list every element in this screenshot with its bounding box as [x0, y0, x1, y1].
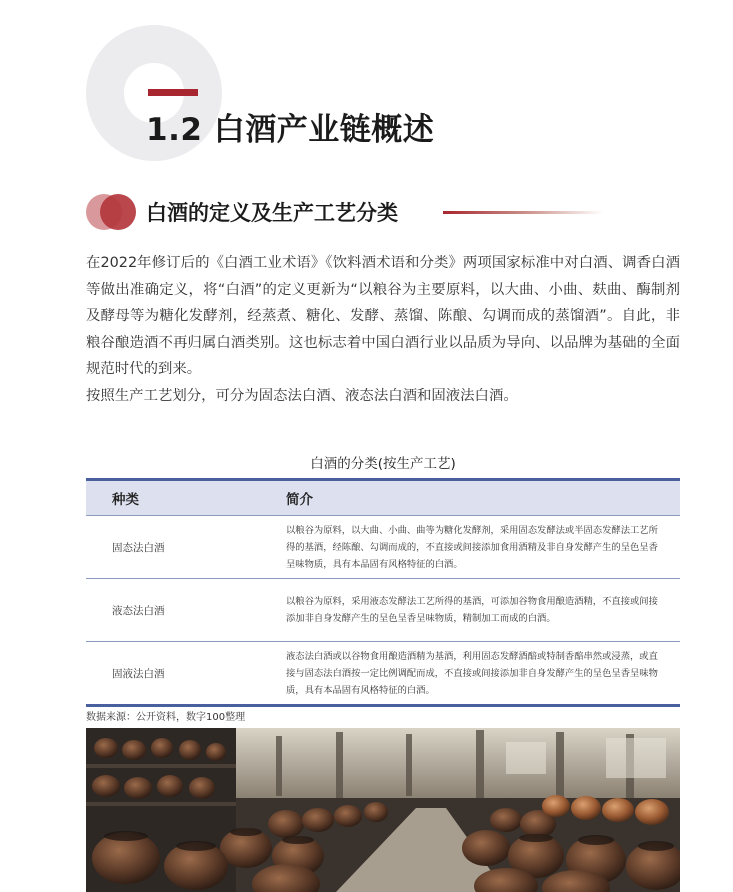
table-cell-desc: 以粮谷为原料，采用液态发酵法工艺所得的基酒，可添加谷物食用酿造酒精，不直接或间接添加非自身发酵产生的呈色呈香呈味物质，精制加工而成的白酒。 — [286, 596, 658, 624]
body-paragraph: 在2022年修订后的《白酒工业术语》《饮料酒术语和分类》两项国家标准中对白酒、调香白酒等做出准确定义，将“白酒”的定义更新为“以粮谷为主要原料，以大曲、小曲、麸曲、酶制剂及酵母等为糖化发酵剂，经蒸煮、糖化、发酵、蒸馏、陈酿、勾调而成的蒸馏酒”。自此，非粮谷酿造酒不再归属白酒类别。这也标志着中国白酒行业以品质为导向、以品牌为基础的全面规范时代的到来。 — [86, 255, 680, 377]
data-source-note: 数据来源：公开资料，数字100整理 — [86, 712, 246, 723]
table-row — [86, 578, 680, 641]
body-paragraph: 按照生产工艺划分，可分为固态法白酒、液态法白酒和固液法白酒。 — [86, 387, 518, 404]
page-title: 1.2 白酒产业链概述 — [146, 112, 435, 148]
table-title: 白酒的分类(按生产工艺) — [310, 456, 456, 472]
table-cell-type: 液态法白酒 — [112, 604, 165, 617]
section-bullet-circle-front — [100, 194, 136, 230]
table-header-row — [86, 481, 680, 515]
winery-cellar-photo — [86, 728, 680, 892]
body-text — [86, 250, 680, 409]
table-cell-desc: 液态法白酒或以谷物食用酿造酒精为基酒，利用固态发酵酒醅或特制香醅串然或浸蒸，或直接与固态法白酒按一定比例调配而成，不直接或间接添加非自身发酵产生的呈色呈香呈味物质，具有本品固有风格特征的白酒。 — [286, 650, 658, 696]
section-title: 白酒的定义及生产工艺分类 — [146, 201, 398, 225]
classification-table — [86, 478, 680, 707]
table-cell-desc: 以粮谷为原料，以大曲、小曲、曲等为糖化发酵剂，采用固态发酵法或半固态发酵法工艺所得的基酒，经陈酿、勾调而成的，不直接或间接添加食用酒精及非自身发酵产生的呈色呈香呈味物质，具有本品固有风格特征的白酒。 — [286, 524, 658, 570]
table-cell-type: 固态法白酒 — [112, 541, 165, 554]
table-header-type: 种类 — [112, 492, 139, 508]
table-row — [86, 641, 680, 704]
table-cell-type: 固液法白酒 — [112, 667, 165, 680]
table-header-desc: 简介 — [286, 492, 313, 508]
section-bullet-icon — [86, 194, 138, 230]
title-accent-bar — [148, 89, 198, 96]
table-row — [86, 515, 680, 578]
section-title-line — [443, 211, 603, 214]
